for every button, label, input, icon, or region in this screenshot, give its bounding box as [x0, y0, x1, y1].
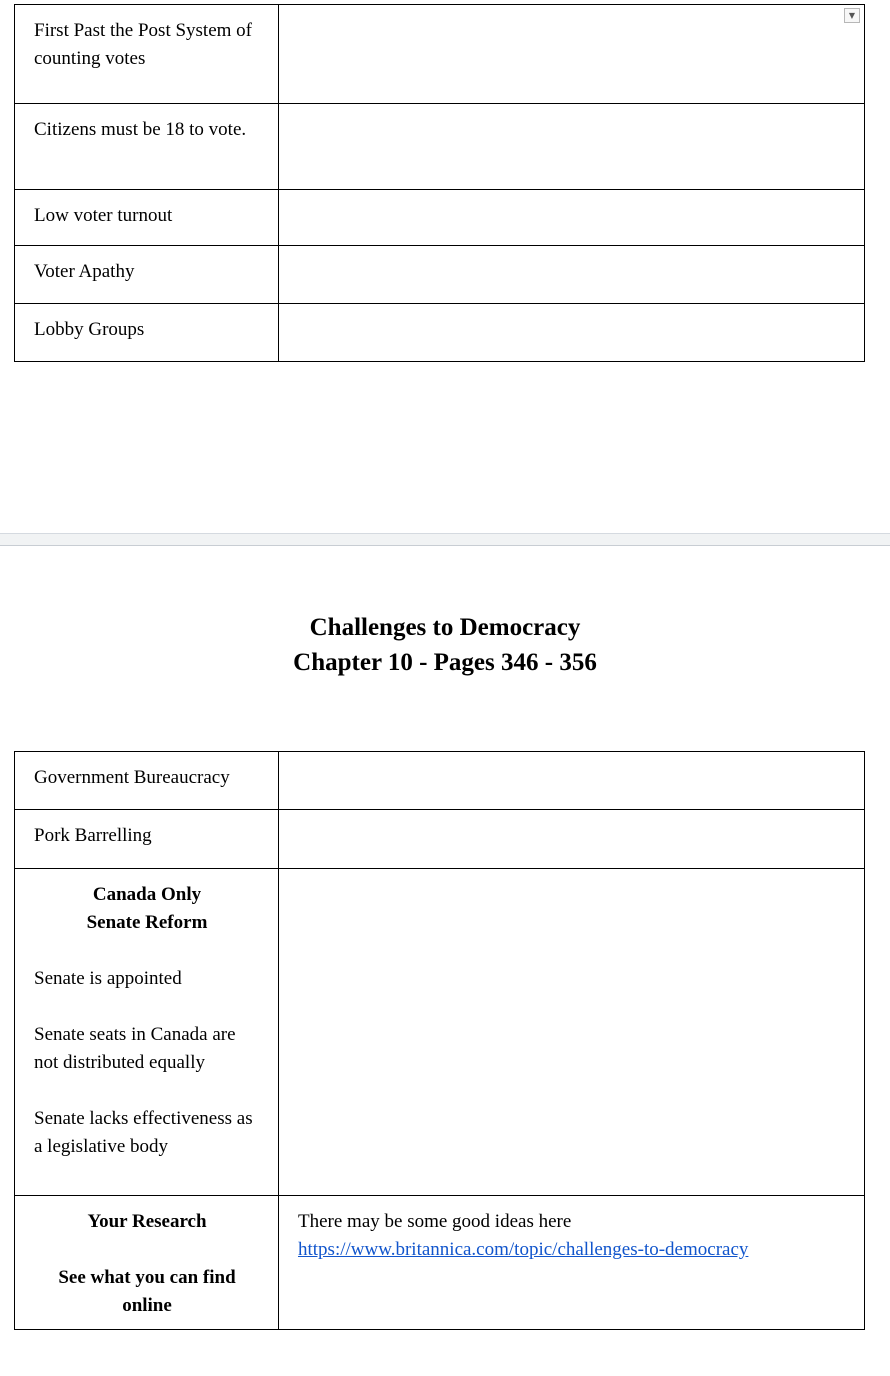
page-title: Challenges to Democracy — [309, 614, 581, 641]
row-label: Low voter turnout — [15, 190, 279, 246]
senate-item: Senate is appointed — [34, 968, 182, 989]
research-note: There may be some good ideas here — [298, 1211, 572, 1232]
chevron-down-icon: ▼ — [848, 10, 856, 20]
row-label: Citizens must be 18 to vote. — [15, 104, 279, 190]
page-subtitle: Chapter 10 - Pages 346 - 356 — [293, 649, 597, 676]
dropdown-arrow-button[interactable] — [844, 8, 860, 23]
senate-cell — [15, 869, 279, 1196]
answer-cell[interactable] — [279, 752, 865, 810]
table-row — [15, 246, 865, 304]
row-label: First Past the Post System of counting votes — [15, 5, 279, 104]
challenges-table — [14, 751, 865, 1330]
research-subheading: See what you can find online — [58, 1267, 236, 1316]
research-heading: Your Research — [87, 1211, 207, 1232]
table-row — [15, 810, 865, 869]
table-row — [15, 1196, 865, 1330]
document-page-1 — [0, 0, 890, 533]
row-label: Government Bureaucracy — [15, 752, 279, 810]
answer-cell[interactable] — [279, 304, 865, 362]
table-row — [15, 752, 865, 810]
table-row — [15, 5, 865, 104]
answer-cell[interactable] — [279, 246, 865, 304]
table-row — [15, 304, 865, 362]
row-label: Lobby Groups — [15, 304, 279, 362]
page-heading — [0, 610, 890, 680]
row-label: Pork Barrelling — [15, 810, 279, 869]
table-row — [15, 869, 865, 1196]
answer-cell[interactable] — [279, 810, 865, 869]
table-row — [15, 190, 865, 246]
senate-item: Senate lacks effectiveness as a legislative body — [34, 1108, 253, 1157]
senate-item: Senate seats in Canada are not distributed equally — [34, 1024, 236, 1073]
research-answer-cell[interactable] — [279, 1196, 865, 1330]
britannica-link[interactable]: https://www.britannica.com/topic/challenges-to-democracy — [298, 1239, 749, 1260]
answer-cell[interactable] — [279, 869, 865, 1196]
senate-heading-1: Canada Only — [92, 884, 202, 905]
answer-cell[interactable] — [279, 5, 865, 104]
issues-table — [14, 4, 865, 362]
page-break — [0, 533, 890, 546]
table-row — [15, 104, 865, 190]
senate-heading-2: Senate Reform — [86, 912, 208, 933]
row-label: Voter Apathy — [15, 246, 279, 304]
research-cell — [15, 1196, 279, 1330]
answer-cell[interactable] — [279, 190, 865, 246]
answer-cell[interactable] — [279, 104, 865, 190]
